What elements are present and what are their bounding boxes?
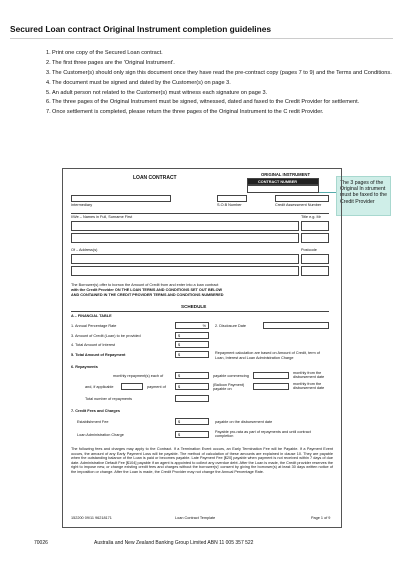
postcode-field-2[interactable] — [301, 266, 329, 276]
callout-note: The 3 pages of the Original In strument must be faxed to the Credit Provider — [336, 176, 391, 216]
and-if-label: and, if applicable — [85, 385, 114, 389]
sob-field[interactable] — [217, 195, 247, 202]
borrower-text: The Borrower(s) offer to borrow the Amount of Credit from and enter into a loan contract — [71, 283, 219, 287]
loan-admin-note: Payable pro-rata as part of repayments and until contract completion — [215, 430, 311, 439]
establishment-label: Establishment Fee — [77, 420, 109, 424]
title-label: Title e.g. Mr — [301, 215, 321, 219]
borrower-text: with the Credit Provider ON THE LOAN TERMS AND CONDITIONS SET OUT BELOW — [71, 288, 223, 292]
credit-fees-heading: 7. Credit Fees and Charges — [71, 409, 120, 413]
title-field-1[interactable] — [301, 221, 329, 231]
name-field-1[interactable] — [71, 221, 299, 231]
form-title: LOAN CONTRACT — [133, 175, 177, 181]
name-field-2[interactable] — [71, 233, 299, 243]
footer-company: Australia and New Zealand Banking Group Limited ABN 11 005 357 522 — [94, 540, 254, 546]
footer-code: 70026 — [34, 540, 48, 546]
loan-contract-form — [62, 168, 342, 528]
payment-of-field[interactable]: $ — [175, 383, 209, 390]
monthly-from-note: monthly from the disbursement date — [293, 371, 325, 380]
divider — [71, 311, 329, 312]
borrower-text: AND CONTAINED IN THE CREDIT PROVIDER TERMS AND CONDITIONS NUMBERED — [71, 293, 224, 297]
payment-of-label: payment of — [147, 385, 166, 389]
disclosure-date-field[interactable] — [263, 322, 329, 329]
credit-amount-label: 3. Amount of Credit (Loan) to be provided — [71, 334, 141, 338]
establishment-field[interactable]: $ — [175, 418, 209, 425]
form-footer-title: Loan Contract Template — [175, 516, 216, 520]
form-footer-code: 152200 09/11 96218171 — [71, 516, 112, 520]
balloon-label: (Balloon Payment) payable on — [213, 383, 245, 392]
loan-admin-field[interactable]: $ — [175, 431, 209, 438]
orig-instrument-label: ORIGINAL INSTRUMENT — [261, 172, 311, 177]
postcode-field-1[interactable] — [301, 254, 329, 264]
intermediary-label: Intermediary — [71, 203, 93, 207]
repayment-total-label: 5. Total Amount of Repayment — [71, 353, 126, 357]
payable-commencing-label: payable commencing — [213, 374, 249, 378]
interest-label: 4. Total Amount of Interest — [71, 343, 116, 347]
total-repayments-label: Total number of repayments — [85, 397, 133, 401]
balloon-field[interactable] — [253, 383, 289, 390]
financial-table-heading: A – FINANCIAL TABLE — [71, 314, 112, 318]
credit-amount-field[interactable]: $ — [175, 332, 209, 339]
list-item: 7. Once settlement is completed, please return the three pages of the Original Instrument to the C redit Provider. — [46, 109, 324, 116]
address-label: Of – Address(s) — [71, 248, 98, 252]
monthly-field[interactable]: $ — [175, 372, 209, 379]
sob-label: S.O.B Number — [217, 203, 242, 207]
contract-number-header: CONTRACT NUMBER — [247, 178, 319, 185]
contract-number-field[interactable] — [247, 185, 319, 193]
total-repayments-field[interactable] — [175, 395, 209, 402]
address-field-1[interactable] — [71, 254, 299, 264]
divider — [71, 213, 329, 214]
intermediary-field[interactable] — [71, 195, 171, 202]
title-field-2[interactable] — [301, 233, 329, 243]
list-item: 2. The first three pages are the 'Original Instrument'. — [46, 59, 175, 66]
apr-label: 1. Annual Percentage Rate — [71, 324, 117, 328]
disclosure-date-label: 2. Disclosure Date — [215, 324, 247, 328]
page-title: Secured Loan contract Original Instrument completion guidelines — [10, 24, 272, 34]
list-item: 1. Print one copy of the Secured Loan contract. — [46, 50, 163, 56]
repayments-heading: 6. Repayments — [71, 365, 98, 369]
credit-assessment-label: Credit Assessment Number — [275, 203, 322, 207]
name-label: I/We – Names in Full, Surname First — [71, 215, 133, 219]
apr-field[interactable]: % — [175, 322, 209, 329]
postcode-label: Postcode — [301, 248, 317, 252]
repayment-note: Repayment calculation are based on Amount of Credit, term of Loan, Interest and Loan Administration Charge — [215, 351, 320, 360]
credit-assessment-field[interactable] — [275, 195, 329, 202]
interest-field[interactable]: $ — [175, 341, 209, 348]
repayment-total-field[interactable]: $ — [175, 351, 209, 358]
monthly-label: monthly repayment(s) each of — [113, 374, 164, 378]
list-item: 6. The three pages of the Original Instrument must be signed, witnessed, dated and faxed to the Credit Provider for settlement. — [46, 99, 360, 106]
fees-paragraph: The following fees and charges may apply to the Contract. If a Termination Event occurs, an Early Termination Fee will be Payable. If a Payment Event occurs, the amount of any Early Payment Loss will be payable. The method of calculation of these amounts are explained in clause 10. They are payable when the outstanding balance of the Loan is paid or becomes payable. Late Payment Fee [$20] payable when payment is not received within 7 days of due date. Administrative Default Fee [$104] payable if an agent is appointed to collect any overdue debt. After the Loan is made, the Credit provider reserves the right to impose new, or change existing credit fees and charges without the borrower(s)' consent by giving the borrower(s) at least 30 days written notice of the imposition or change. After the Loan is made, the Credit Provider may not change the Annual Percentage Rate. — [71, 447, 333, 474]
and-if-field[interactable] — [121, 383, 143, 390]
form-footer-page: Page 1 of 9 — [311, 516, 331, 520]
list-item: 3. The Customer(s) should only sign this document once they have read the pre-contract copy (pages 7 to 9) and the Terms and Conditions. — [46, 69, 392, 76]
list-item: 4. The document must be signed and dated by the Customer(s) on page 3. — [46, 79, 231, 86]
loan-admin-label: Loan Administration Charge — [77, 433, 124, 437]
establishment-note: payable on the disbursement date — [215, 420, 273, 424]
schedule-heading: SCHEDULE — [181, 304, 207, 309]
instruction-list — [8, 50, 393, 119]
commencing-field[interactable] — [253, 372, 289, 379]
monthly-from-note: monthly from the disbursement date — [293, 382, 325, 391]
title-divider — [10, 38, 393, 39]
list-item: 5. An adult person not related to the Customer(s) must witness each signature on page 3. — [46, 89, 268, 96]
address-field-2[interactable] — [71, 266, 299, 276]
